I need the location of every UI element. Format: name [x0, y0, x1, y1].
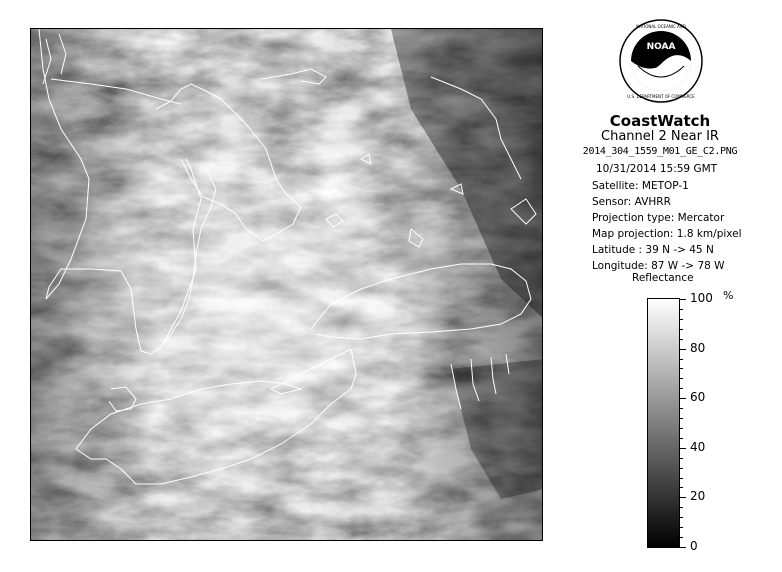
colorbar-tick — [680, 299, 686, 300]
svg-text:U.S. DEPARTMENT OF COMMERCE: U.S. DEPARTMENT OF COMMERCE — [627, 94, 695, 99]
colorbar-minor-tick — [680, 368, 683, 369]
colorbar-tick — [680, 547, 686, 548]
svg-text:NATIONAL OCEANIC AND: NATIONAL OCEANIC AND — [636, 24, 686, 29]
colorbar-minor-tick — [680, 517, 683, 518]
colorbar-minor-tick — [680, 458, 683, 459]
colorbar-minor-tick — [680, 487, 683, 488]
longitude-label: Longitude: 87 W -> 78 W — [592, 260, 725, 272]
colorbar-minor-tick — [680, 478, 683, 479]
svg-text:NOAA: NOAA — [646, 42, 676, 52]
projection-label: Projection type: Mercator — [592, 212, 725, 224]
datetime-label: 10/31/2014 15:59 GMT — [596, 163, 718, 175]
satellite-image — [30, 28, 543, 541]
colorbar-tick — [680, 497, 686, 498]
colorbar-tick-label: 40 — [690, 439, 706, 454]
colorbar-minor-tick — [680, 438, 683, 439]
colorbar-minor-tick — [680, 428, 683, 429]
colorbar-unit: % — [723, 289, 734, 302]
colorbar-minor-tick — [680, 537, 683, 538]
colorbar-tick-label: 0 — [690, 539, 698, 553]
colorbar-tick-label: 60 — [690, 390, 706, 405]
map-projection-label: Map projection: 1.8 km/pixel — [592, 228, 742, 240]
brand-title: CoastWatch — [609, 112, 711, 130]
colorbar-tick-label: 80 — [690, 340, 706, 355]
sensor-label: Sensor: AVHRR — [592, 196, 671, 208]
colorbar-minor-tick — [680, 468, 683, 469]
colorbar-minor-tick — [680, 378, 683, 379]
colorbar-minor-tick — [680, 319, 683, 320]
channel-label: Channel 2 Near IR — [601, 129, 719, 144]
colorbar-minor-tick — [680, 408, 683, 409]
colorbar-minor-tick — [680, 527, 683, 528]
colorbar-minor-tick — [680, 388, 683, 389]
cloud-imagery — [31, 29, 543, 541]
colorbar-tick — [680, 448, 686, 449]
colorbar-minor-tick — [680, 339, 683, 340]
noaa-logo — [618, 18, 704, 104]
colorbar-tick-label: 100 — [690, 291, 713, 305]
satellite-label: Satellite: METOP-1 — [592, 180, 689, 192]
colorbar-minor-tick — [680, 309, 683, 310]
colorbar-minor-tick — [680, 507, 683, 508]
reflectance-colorbar — [647, 298, 680, 548]
latitude-label: Latitude : 39 N -> 45 N — [592, 244, 714, 256]
filename-label: 2014_304_1559_M01_GE_C2.PNG — [582, 146, 738, 157]
colorbar-tick — [680, 398, 686, 399]
colorbar-tick-label: 20 — [690, 489, 706, 504]
colorbar-title: Reflectance — [632, 272, 694, 284]
colorbar-minor-tick — [680, 329, 683, 330]
colorbar-tick — [680, 349, 686, 350]
colorbar-minor-tick — [680, 359, 683, 360]
colorbar-minor-tick — [680, 418, 683, 419]
